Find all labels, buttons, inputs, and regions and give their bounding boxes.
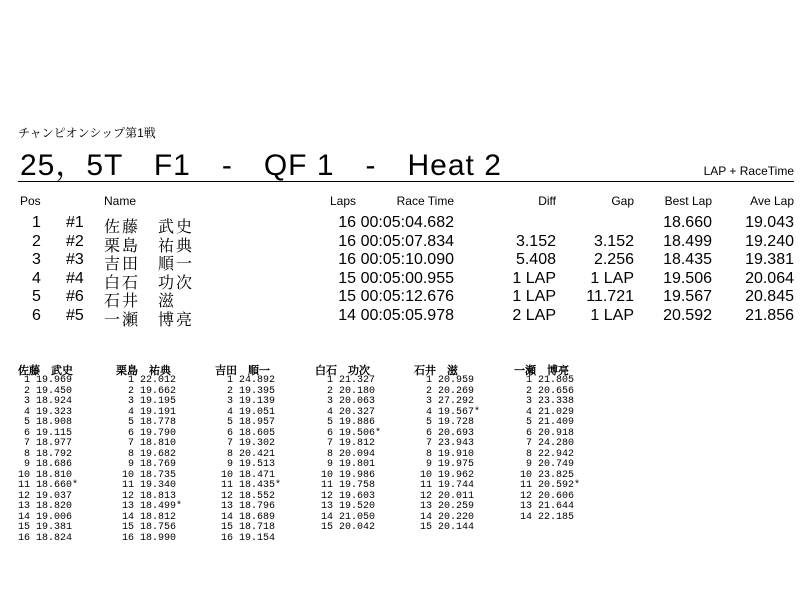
lap-entry: 16 18.990 [116, 532, 177, 544]
result-race-time: 00:05:05.978 [360, 306, 454, 324]
result-best-lap: 18.435 [663, 251, 712, 268]
lap-entry: 4 20.327 [315, 406, 376, 418]
lap-entry: 11 20.592* [514, 480, 581, 491]
lap-column-driver: 白石 功次 [315, 364, 370, 377]
lap-entry: 2 19.450 [18, 385, 73, 397]
lap-entry: 14 22.185 [514, 511, 575, 523]
lap-entry: 6 18.605 [215, 427, 276, 439]
lap-entry: 11 18.660* [18, 480, 79, 491]
result-row [18, 269, 794, 292]
lap-entry: 3 18.924 [18, 396, 73, 407]
lap-column [18, 362, 118, 544]
result-diff: 3.152 [515, 232, 556, 250]
lap-entry: 9 18.769 [116, 459, 177, 470]
lap-column [315, 362, 415, 534]
lap-column-driver: 石井 滋 [414, 364, 458, 377]
lap-entry: 4 19.051 [215, 406, 276, 418]
result-driver-name: 栗島 祐典 [104, 237, 195, 255]
lap-entry: 7 19.302 [215, 438, 276, 449]
lap-entry: 6 19.115 [18, 427, 73, 439]
lap-entry: 2 19.662 [116, 385, 177, 397]
lap-entry: 12 18.813 [116, 490, 177, 502]
lap-column [414, 362, 514, 534]
result-driver-name: 佐藤 武史 [104, 219, 195, 236]
lap-entry: 5 18.778 [116, 417, 177, 428]
col-header-race-time: Race Time [396, 194, 454, 208]
lap-entry: 1 24.892 [215, 375, 276, 386]
lap-entry: 4 21.029 [514, 406, 575, 418]
result-laps: 16 [338, 251, 356, 268]
lap-entry: 13 19.520 [315, 501, 376, 512]
lap-entry: 13 18.820 [18, 501, 73, 512]
result-ave-lap: 19.381 [745, 251, 794, 268]
lap-entry: 5 19.886 [315, 417, 376, 428]
page-title: 25，5T F1 - QF 1 - Heat 2 [20, 149, 502, 182]
lap-entry: 5 21.409 [514, 417, 575, 428]
lap-entry: 1 20.959 [414, 375, 475, 386]
result-driver-name: 石井 滋 [104, 293, 177, 310]
result-car-number: #3 [66, 251, 84, 268]
result-car-number: #2 [66, 232, 84, 250]
lap-entry: 11 18.435* [215, 480, 282, 491]
lap-entry: 13 18.796 [215, 501, 276, 512]
lap-entry: 9 19.801 [315, 459, 376, 470]
lap-column [215, 362, 315, 544]
lap-entry: 6 20.918 [514, 427, 575, 439]
result-best-lap: 18.660 [663, 214, 712, 231]
result-best-lap: 19.506 [663, 269, 712, 287]
result-best-lap: 19.567 [663, 288, 712, 305]
lap-entry: 9 18.686 [18, 459, 73, 470]
lap-entry: 13 20.259 [414, 501, 475, 512]
result-car-number: #4 [66, 269, 84, 287]
lap-column-driver: 一瀬 博亮 [514, 364, 569, 377]
result-gap: 11.721 [586, 288, 634, 305]
lap-entry: 16 19.154 [215, 532, 276, 544]
lap-entry: 8 20.421 [215, 448, 276, 460]
result-driver-name: 吉田 順一 [104, 256, 195, 273]
result-laps: 15 [338, 288, 356, 305]
result-race-time: 00:05:12.676 [360, 288, 454, 305]
lap-entry: 11 19.744 [414, 480, 475, 491]
lap-entry: 1 19.969 [18, 375, 73, 386]
lap-entry: 14 18.812 [116, 511, 177, 523]
timing-mode-label: LAP + RaceTime [703, 164, 794, 178]
lap-entry: 6 19.790 [116, 427, 177, 439]
results-table [18, 194, 794, 329]
lap-entry: 15 18.756 [116, 522, 177, 533]
lap-entry: 3 19.139 [215, 396, 276, 407]
result-laps: 16 [338, 214, 356, 231]
result-row [18, 251, 794, 273]
lap-entry: 3 27.292 [414, 396, 475, 407]
col-header-pos: Pos [20, 194, 41, 208]
lap-entry: 4 19.567* [414, 406, 481, 418]
lap-entry: 1 22.012 [116, 375, 177, 386]
lap-entry: 14 21.050 [315, 511, 376, 523]
lap-entry: 7 23.943 [414, 438, 475, 449]
lap-entry: 5 18.908 [18, 417, 73, 428]
result-gap: 2.256 [593, 251, 634, 268]
result-ave-lap: 19.240 [745, 232, 794, 250]
lap-entry: 9 20.749 [514, 459, 575, 470]
lap-column-driver: 佐藤 武史 [18, 364, 73, 377]
lap-entry: 15 20.144 [414, 522, 475, 533]
result-race-time: 00:05:07.834 [360, 232, 454, 250]
results-body [18, 214, 794, 329]
lap-entry: 2 20.180 [315, 385, 376, 397]
lap-entry: 10 23.825 [514, 469, 575, 481]
lap-entry: 2 19.395 [215, 385, 276, 397]
lap-entry: 13 18.499* [116, 501, 183, 512]
lap-entry: 12 20.606 [514, 490, 575, 502]
result-gap: 1 LAP [590, 269, 634, 287]
result-best-lap: 18.499 [663, 232, 712, 250]
lap-entry: 8 18.792 [18, 448, 73, 460]
result-race-time: 00:05:10.090 [360, 251, 454, 268]
lap-entry: 3 20.063 [315, 396, 376, 407]
lap-column [116, 362, 216, 544]
result-ave-lap: 20.064 [745, 269, 794, 287]
lap-entry: 16 18.824 [18, 532, 73, 544]
lap-column-driver: 吉田 順一 [215, 364, 270, 377]
result-diff: 5.408 [515, 251, 556, 268]
result-row [18, 306, 794, 329]
lap-entry: 14 18.689 [215, 511, 276, 523]
lap-entry: 11 19.758 [315, 480, 376, 491]
lap-entry: 6 20.693 [414, 427, 475, 439]
lap-entry: 9 19.975 [414, 459, 475, 470]
lap-entry: 5 19.728 [414, 417, 475, 428]
event-subtitle: チャンピオンシップ第1戦 [18, 126, 156, 140]
result-gap: 3.152 [593, 232, 634, 250]
result-row [18, 288, 794, 310]
result-pos: 2 [32, 232, 41, 250]
lap-entry: 15 20.042 [315, 522, 376, 533]
lap-entry: 2 20.656 [514, 385, 575, 397]
lap-entry: 8 19.682 [116, 448, 177, 460]
lap-entry: 12 19.603 [315, 490, 376, 502]
results-header-row [18, 194, 794, 214]
lap-entry: 7 19.812 [315, 438, 376, 449]
result-pos: 6 [32, 306, 41, 324]
result-race-time: 00:05:04.682 [360, 214, 454, 231]
col-header-ave-lap: Ave Lap [750, 194, 794, 208]
result-pos: 5 [32, 288, 41, 305]
lap-entry: 14 20.220 [414, 511, 475, 523]
lap-entry: 2 20.269 [414, 385, 475, 397]
col-header-name: Name [104, 194, 137, 208]
col-header-laps: Laps [329, 194, 356, 208]
lap-entry: 7 24.280 [514, 438, 575, 449]
lap-entry: 7 18.810 [116, 438, 177, 449]
col-header-diff: Diff [538, 194, 556, 208]
lap-entry: 10 18.471 [215, 469, 276, 481]
lap-entry: 1 21.805 [514, 375, 575, 386]
lap-entry: 14 19.006 [18, 511, 73, 523]
result-diff: 2 LAP [512, 306, 556, 324]
result-gap: 1 LAP [590, 306, 634, 324]
lap-entry: 3 23.338 [514, 396, 575, 407]
result-driver-name: 一瀬 博亮 [104, 311, 195, 329]
result-diff: 1 LAP [512, 288, 556, 305]
header-divider [18, 181, 794, 182]
result-car-number: #5 [66, 306, 84, 324]
lap-entry: 12 19.037 [18, 490, 73, 502]
lap-entry: 9 19.513 [215, 459, 276, 470]
result-row [18, 214, 794, 236]
col-header-gap: Gap [611, 194, 634, 208]
lap-entry: 4 19.191 [116, 406, 177, 418]
lap-entry: 10 19.962 [414, 469, 475, 481]
lap-entry: 5 18.957 [215, 417, 276, 428]
col-header-best-lap: Best Lap [664, 194, 712, 208]
result-ave-lap: 20.845 [745, 288, 794, 305]
result-race-time: 00:05:00.955 [360, 269, 454, 287]
result-laps: 15 [338, 269, 356, 287]
result-laps: 14 [338, 306, 356, 324]
result-car-number: #6 [66, 288, 84, 305]
lap-entry: 10 19.986 [315, 469, 376, 481]
lap-entry: 8 22.942 [514, 448, 575, 460]
result-ave-lap: 21.856 [745, 306, 794, 324]
lap-entry: 8 20.094 [315, 448, 376, 460]
lap-entry: 3 19.195 [116, 396, 177, 407]
lap-entry: 11 19.340 [116, 480, 177, 491]
lap-entry: 12 18.552 [215, 490, 276, 502]
result-diff: 1 LAP [512, 269, 556, 287]
result-laps: 16 [338, 232, 356, 250]
lap-entry: 1 21.327 [315, 375, 376, 386]
lap-entry: 13 21.644 [514, 501, 575, 512]
lap-entry: 15 19.381 [18, 522, 73, 533]
result-driver-name: 白石 功次 [104, 274, 195, 292]
result-pos: 3 [32, 251, 41, 268]
lap-entry: 6 19.506* [315, 427, 382, 439]
lap-entry: 4 19.323 [18, 406, 73, 418]
result-row [18, 232, 794, 255]
lap-entry: 12 20.011 [414, 490, 475, 502]
result-best-lap: 20.592 [663, 306, 712, 324]
lap-entry: 10 18.810 [18, 469, 73, 481]
lap-entry: 10 18.735 [116, 469, 177, 481]
lap-entry: 8 19.910 [414, 448, 475, 460]
lap-column [514, 362, 614, 523]
result-car-number: #1 [66, 214, 84, 231]
result-ave-lap: 19.043 [745, 214, 794, 231]
result-pos: 4 [32, 269, 41, 287]
lap-entry: 7 18.977 [18, 438, 73, 449]
result-pos: 1 [32, 214, 41, 231]
lap-entry: 15 18.718 [215, 522, 276, 533]
lap-column-driver: 栗島 祐典 [116, 364, 171, 377]
